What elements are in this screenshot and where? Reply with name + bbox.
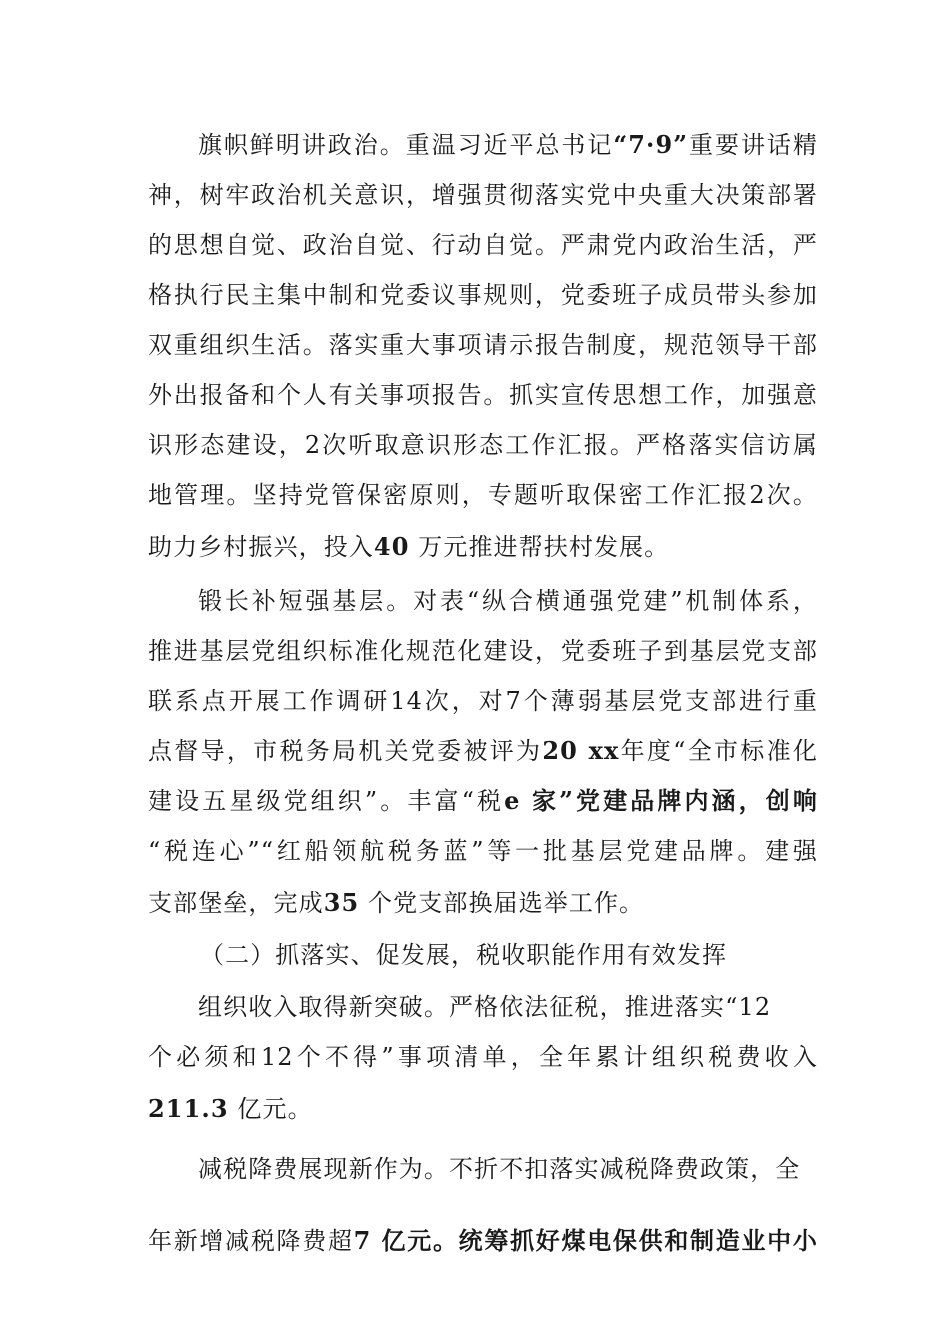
paragraph-line: 点督导，市税务局机关党委被评为20 xx年度“全市标准化 [148, 736, 818, 765]
paragraph-line: 211.3 亿元。 [148, 1094, 313, 1123]
section-heading: （二）抓落实、促发展，税收职能作用有效发挥 [200, 941, 728, 969]
paragraph-line: 组织收入取得新突破。严格依法征税，推进落实“12 [198, 993, 772, 1021]
paragraph-line: 地管理。坚持党管保密原则，专题听取保密工作汇报2次。 [148, 481, 818, 509]
paragraph-line: 联系点开展工作调研14次，对7个薄弱基层党支部进行重 [148, 687, 818, 715]
paragraph-line: 双重组织生活。落实重大事项请示报告制度，规范领导干部 [148, 331, 818, 359]
paragraph-line: 识形态建设，2次听取意识形态工作汇报。严格落实信访属 [148, 431, 818, 459]
paragraph-line: 减税降费展现新作为。不折不扣落实减税降费政策，全 [198, 1155, 801, 1183]
paragraph-line: 的思想自觉、政治自觉、行动自觉。严肃党内政治生活，严 [148, 231, 818, 259]
paragraph-line: “税连心”“红船领航税务蓝”等一批基层党建品牌。建强 [148, 837, 818, 865]
paragraph-line: 建设五星级党组织”。丰富“税e 家”党建品牌内涵，创响 [148, 786, 818, 815]
paragraph-line: 支部堡垒，完成35 个党支部换届选举工作。 [148, 888, 645, 917]
paragraph-line: 锻长补短强基层。对表“纵合横通强党建”机制体系， [198, 587, 818, 615]
paragraph-line: 格执行民主集中制和党委议事规则，党委班子成员带头参加 [148, 281, 818, 309]
paragraph-line: 个必须和12个不得”事项清单，全年累计组织税费收入 [148, 1043, 819, 1071]
paragraph-line: 推进基层党组织标准化规范化建设，党委班子到基层党支部 [148, 637, 818, 665]
paragraph-line: 旗帜鲜明讲政治。重温习近平总书记“7·9”重要讲话精 [198, 130, 818, 159]
paragraph-line: 助力乡村振兴，投入40 万元推进帮扶村发展。 [148, 532, 670, 561]
paragraph-line: 神，树牢政治机关意识，增强贯彻落实党中央重大决策部署 [148, 181, 818, 209]
paragraph-line: 年新增减税降费超7 亿元。统筹抓好煤电保供和制造业中小 [148, 1226, 818, 1255]
paragraph-line: 外出报备和个人有关事项报告。抓实宣传思想工作，加强意 [148, 381, 818, 409]
